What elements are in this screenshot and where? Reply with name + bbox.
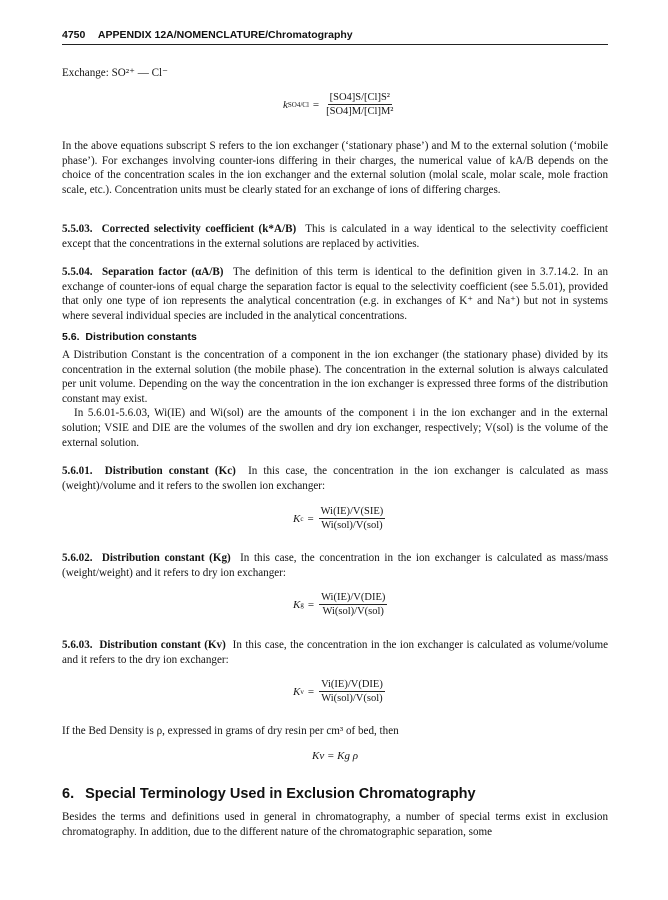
running-header [62, 29, 608, 45]
section-title: Separation factor (αA/B) [102, 266, 224, 278]
section-number: 5.5.03. [62, 223, 93, 235]
paragraph-bed-density: If the Bed Density is ρ, expressed in grams of dry resin per cm³ of bed, then [62, 725, 399, 737]
eq-lhs: k [283, 98, 288, 111]
paragraph-amounts: In 5.6.01-5.6.03, Wi(IE) and Wi(sol) are the amounts of the component i in the ion exchanger and in the external solution; VSIE and DIE are the volumes of the swollen and dry ion exchanger, respectively; V(sol) is the volume of the external solution. [62, 407, 608, 449]
section-text: This is calculated in a way identical to the selectivity coefficient except that the concentrations in the external solutions are replaced by activities. [62, 223, 609, 250]
equation-kv-kg: Kv = Kg ρ [312, 750, 359, 762]
heading-section-6: 6. Special Terminology Used in Exclusion Chromatography [62, 786, 476, 802]
paragraph-subscript: In the above equations subscript S refers to the ion exchanger (‘stationary phase’) and M to the external solution (‘mobile phase’). For exchanges involving counter-ions differing in their charges, the numerical value of kA/B depends on the choice of the concentration scales in the ion exchanger and the external solution (molal scale, molar scale, mole fraction scale, etc.). Concentration units must be clearly stated for an exchange of ions of differing charges. [62, 140, 608, 196]
paragraph-distribution: A Distribution Constant is the concentration of a component in the ion exchanger (the stationary phase) divided by its concentration in the external solution (the mobile phase). The concentration in the external solution is always calculated per unit volume. Depending on the way the concentration in the ion exchanger is expressed three forms of the distribution constant may exist. In 5.6.01-5.6.03, Wi(IE) and Wi(sol) are the amounts of the component i in the ion exchanger and in the external solution; VSIE and DIE are the volumes of the swollen and dry ion exchanger, respectively; V(sol) is the volume of the external solution. [62, 349, 608, 449]
eq-fraction [324, 92, 395, 117]
running-title: APPENDIX 12A/NOMENCLATURE/Chromatography [97, 29, 353, 41]
section-5-5-04 [62, 265, 608, 323]
section-5-6-03: 5.6.03. Distribution constant (Kv) In this case, the concentration in the ion exchanger is calculated as volume/volume and it refers to the dry ion exchanger: [62, 639, 609, 666]
eq-numerator: [SO4]S/[Cl]S² [329, 92, 390, 103]
section-number: 5.5.04. [62, 266, 93, 278]
section-5-6-01: 5.6.01. Distribution constant (Kc) In this case, the concentration in the ion exchanger is calculated as mass (weight)/volume and it refers to the swollen ion exchanger: [62, 465, 609, 492]
equation-kc: K c = $\frac{\text{Wi(IE)/V(SIE)}}{\text{Wi(sol)/V(sol)}}$ [293, 506, 384, 531]
page-number: 4750 [62, 29, 86, 41]
eq-lhs-sub: SO4/Cl [287, 100, 309, 109]
eq-denominator: [SO4]M/[Cl]M² [326, 106, 394, 117]
section-text: The definition of this term is identical to the definition given in 3.7.14.2. In an exchange of counter-ions of equal charge the separation factor is equal to the selectivity coefficient (see 5.5.01), provided that only one type of ion represents the analytical concentration (e.g. in exchanges of K⁺ and Na⁺) but not in systems where several individual species are included in the analytical concentrations. [62, 266, 609, 322]
equation-kg: K g = $\frac{\text{Wi(IE)/V(DIE)}}{\text{Wi(sol)/V(sol)}}$ [293, 592, 386, 617]
section-title: Corrected selectivity coefficient (k*A/B) [101, 223, 297, 235]
paragraph-besides: Besides the terms and definitions used in general in chromatography, a number of special terms exist in exclusion chromatography. In addition, due to the different nature of the chromatographic separation, some [62, 811, 608, 838]
section-5-5-03 [62, 222, 608, 251]
equation-selectivity: k SO4/Cl = $\frac{\text{[SO4]S/[Cl]S²}}{\text{[SO4]M/[Cl]M²}}$ [283, 92, 394, 117]
exchange-label: Exchange: SO²⁺ — Cl⁻ [62, 67, 168, 79]
heading-5-6: 5.6. Distribution constants [62, 331, 197, 343]
equation-kv: K v = $\frac{\text{Vi(IE)/V(DIE)}}{\text{Wi(sol)/V(sol)}}$ [293, 679, 383, 704]
section-5-6-02: 5.6.02. Distribution constant (Kg) In this case, the concentration in the ion exchanger is calculated as mass/mass (weight/weight) and it refers to dry ion exchanger: [62, 552, 609, 579]
